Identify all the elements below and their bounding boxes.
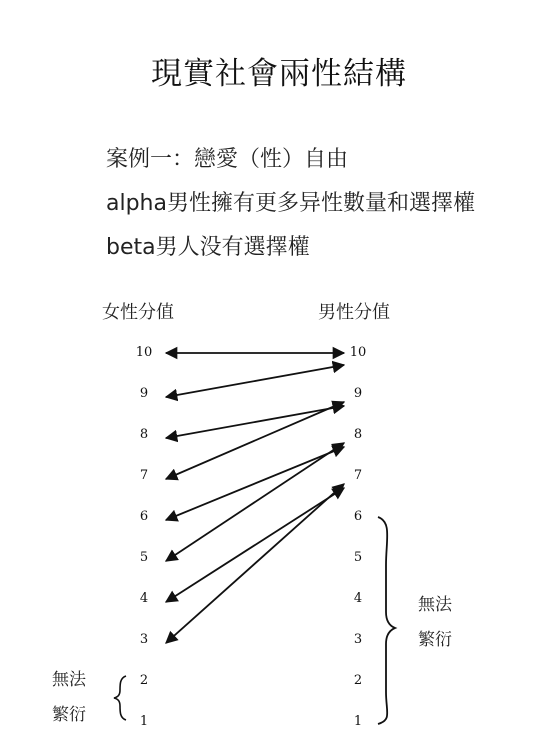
- female-score-6: 6: [139, 509, 149, 524]
- pairing-arrow-f4-m7: [166, 488, 344, 602]
- case-description-alpha: alpha男性擁有更多异性數量和選擇權: [106, 191, 475, 216]
- female-score-8: 8: [139, 427, 149, 442]
- female-score-4: 4: [139, 591, 149, 606]
- female-score-5: 5: [139, 550, 149, 565]
- female-bracket-label-line1: 無法: [52, 670, 86, 690]
- pairing-arrow-f9-m10: [166, 365, 344, 397]
- male-score-10: 10: [349, 345, 367, 360]
- page-title: 現實社會兩性結構: [151, 56, 407, 92]
- male-score-header: 男性分值: [318, 302, 390, 323]
- female-score-9: 9: [139, 386, 149, 401]
- female-bracket-label-line2: 繁衍: [52, 705, 86, 725]
- female-score-10: 10: [135, 345, 153, 360]
- male-bracket: [378, 517, 395, 724]
- case-heading: 案例一：戀愛（性）自由: [106, 147, 349, 172]
- male-score-3: 3: [353, 632, 363, 647]
- male-score-5: 5: [353, 550, 363, 565]
- female-score-3: 3: [139, 632, 149, 647]
- male-bracket-label-line2: 繁衍: [418, 630, 452, 650]
- male-score-2: 2: [353, 673, 363, 688]
- female-score-2: 2: [139, 673, 149, 688]
- female-score-7: 7: [139, 468, 149, 483]
- male-score-8: 8: [353, 427, 363, 442]
- pairing-arrow-f8-m9: [166, 406, 344, 438]
- male-score-1: 1: [353, 714, 363, 729]
- case-description-beta: beta男人没有選擇權: [106, 235, 310, 260]
- male-score-7: 7: [353, 468, 363, 483]
- pairing-arrow-f5-m8: [166, 443, 344, 561]
- female-score-header: 女性分值: [102, 302, 174, 323]
- male-score-4: 4: [353, 591, 363, 606]
- female-score-1: 1: [139, 714, 149, 729]
- male-score-9: 9: [353, 386, 363, 401]
- female-bracket: [114, 676, 126, 720]
- male-bracket-label-line1: 無法: [418, 595, 452, 615]
- pairing-arrow-f7-m9: [166, 402, 344, 479]
- male-score-6: 6: [353, 509, 363, 524]
- pairing-arrow-f3-m7: [166, 484, 344, 643]
